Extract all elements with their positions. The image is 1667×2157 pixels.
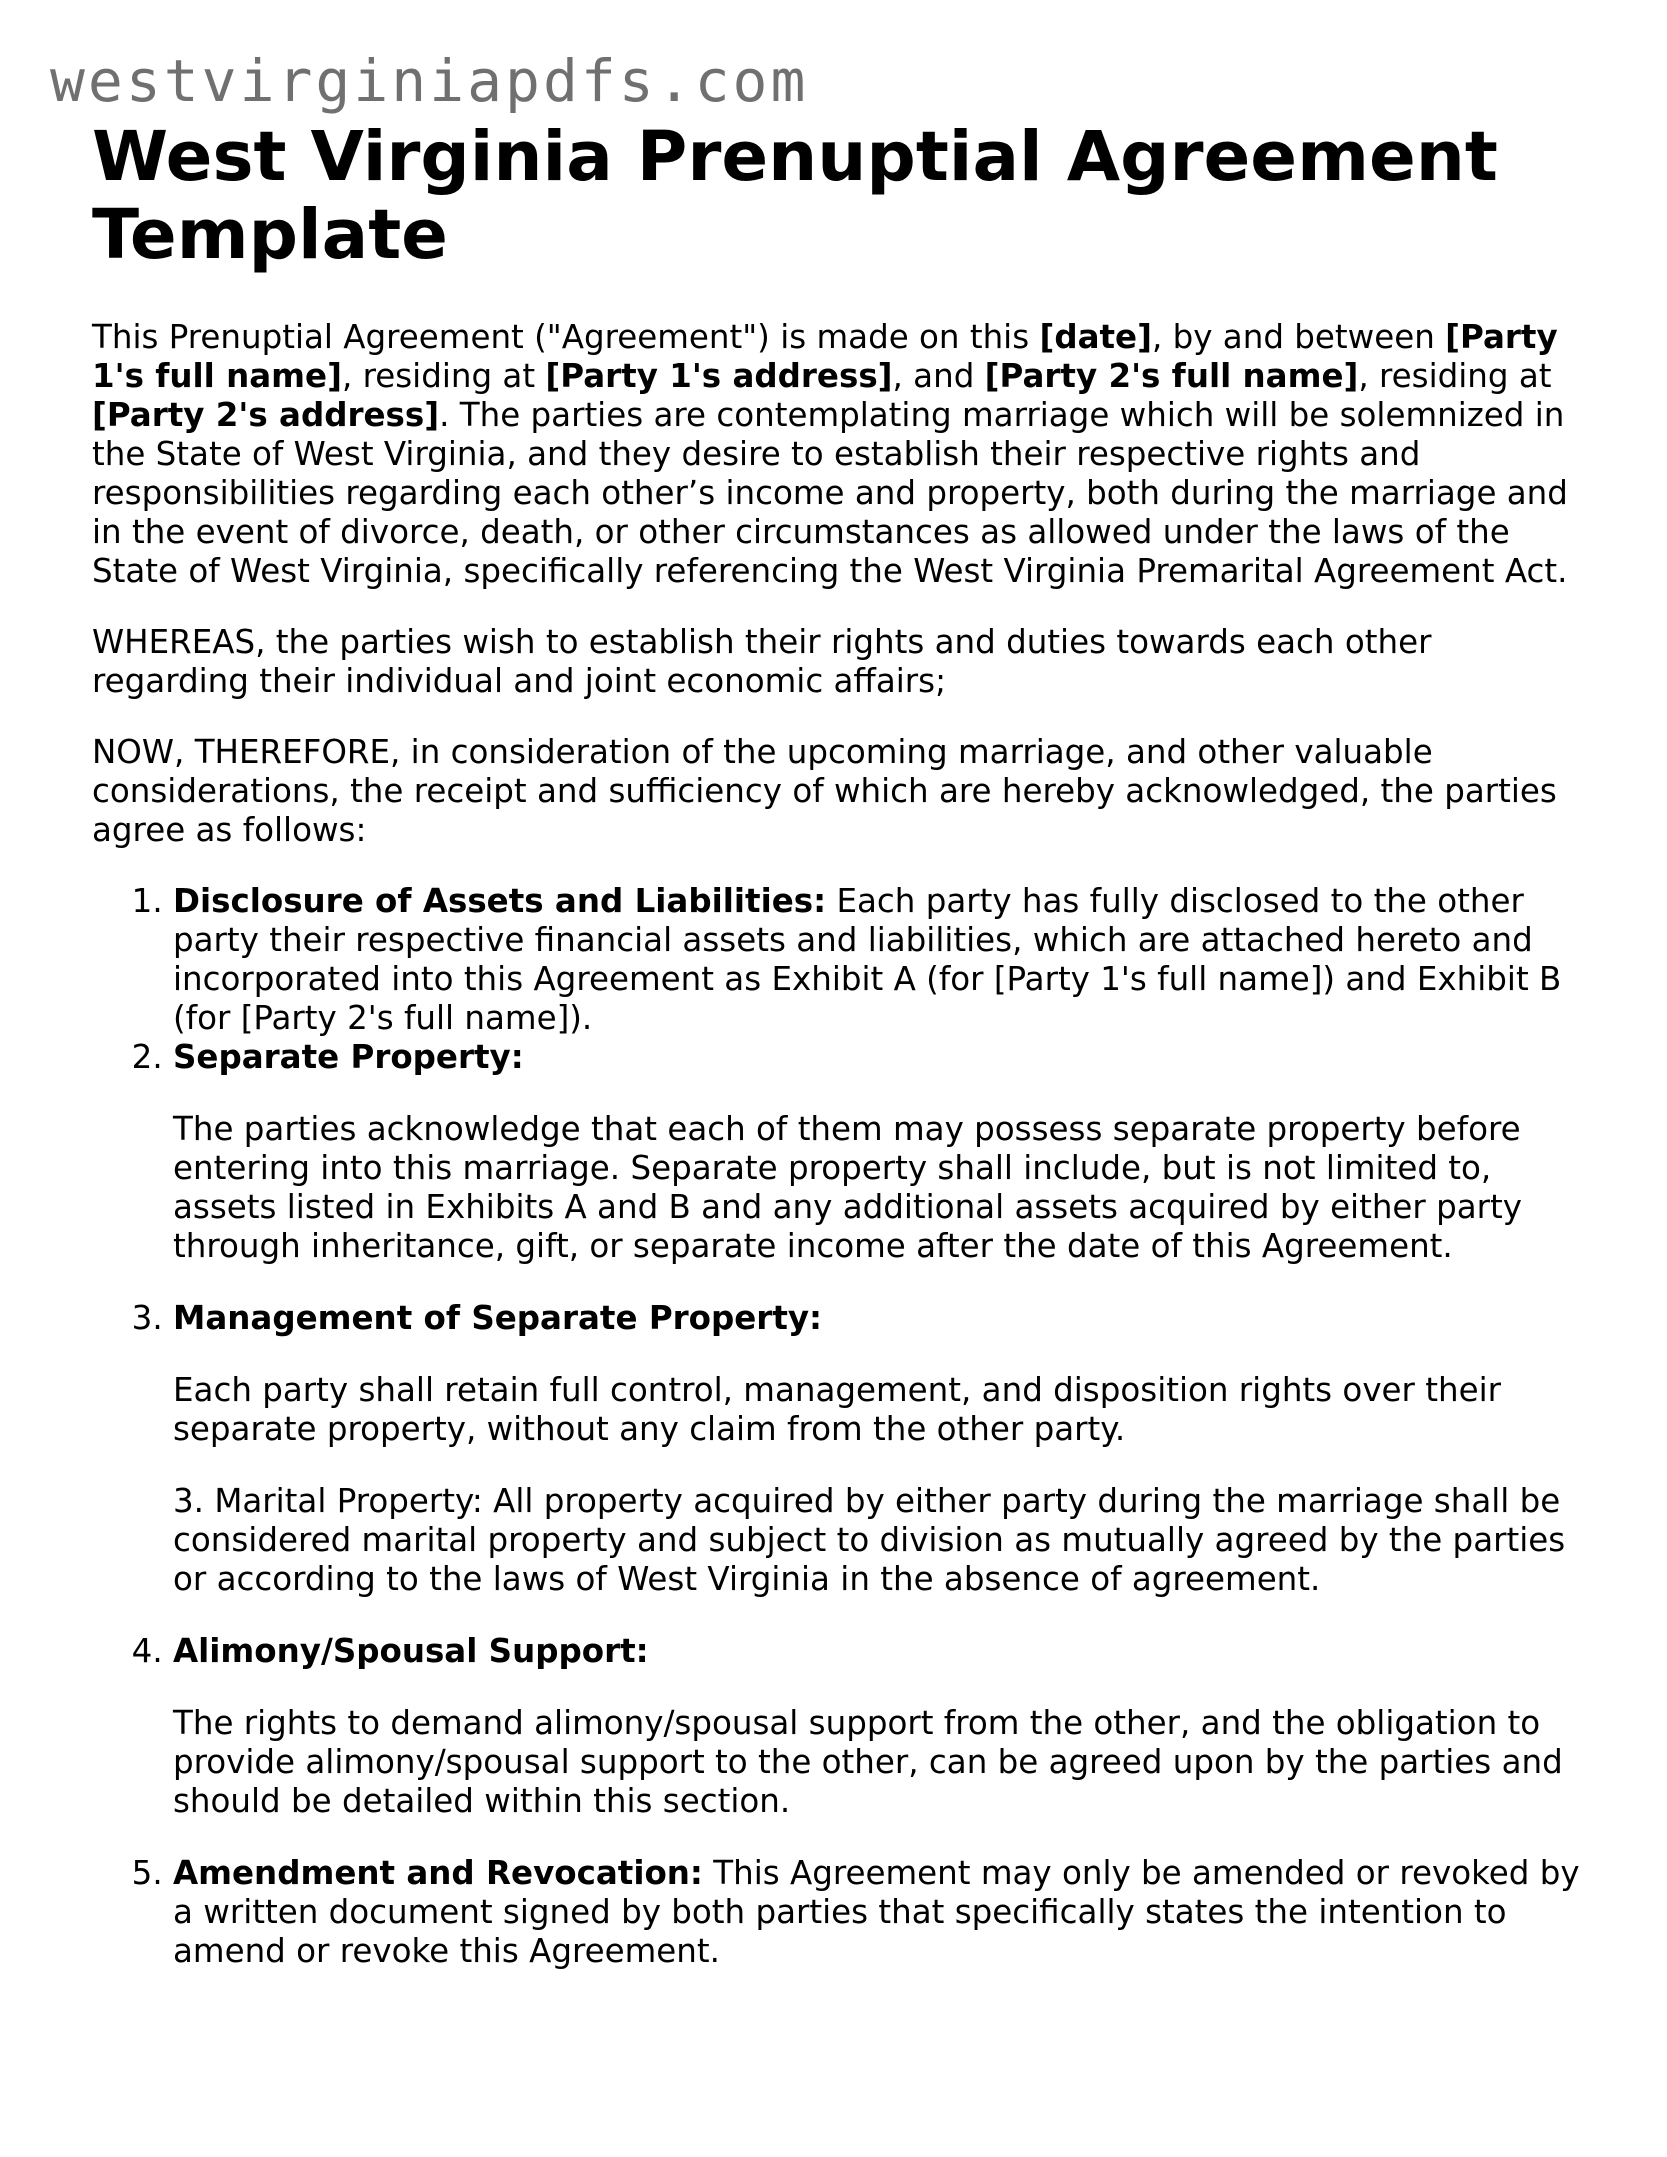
intro-text-6: . The parties are contemplating marriage which will be solemnized in the State of West Virginia, and they desire to establish their respective rights and responsibilities regarding each other’s income and property, both during the marriage and in the event of divorce, death, or other circumstances as allowed under the laws of the State of West Virginia, specifically referencing the West Virginia Premarital Agreement Act. <box>92 396 1568 590</box>
now-therefore-paragraph: NOW, THEREFORE, in consideration of the upcoming marriage, and other valuable considerations, the receipt and sufficiency of which are hereby acknowledged, the parties agree as follows: <box>92 733 1557 849</box>
section-4-heading: Alimony/Spousal Support: <box>173 1632 649 1670</box>
whereas-paragraph: WHEREAS, the parties wish to establish their rights and duties towards each other regarding their individual and joint economic affairs; <box>92 623 1432 700</box>
section-4-body: The rights to demand alimony/spousal support from the other, and the obligation to provide alimony/spousal support to the other, can be agreed upon by the parties and should be detailed within this section. <box>173 1704 1563 1820</box>
site-watermark: westvirginiapdfs.com <box>50 47 809 115</box>
intro-text-4: , and <box>892 357 985 395</box>
party1-name-placeholder: [Party 1's full name] <box>92 318 1558 395</box>
intro-text-1: This Prenuptial Agreement ("Agreement") is made on this <box>92 318 1040 356</box>
party2-address-placeholder: [Party 2's address] <box>92 396 440 434</box>
section-5-item <box>173 1854 1592 1971</box>
intro-text-2: , by and between <box>1151 318 1446 356</box>
section-3-item <box>173 1299 1592 1599</box>
section-5-text: This Agreement may only be amended or revoked by a written document signed by both parties that specifically states the intention to amend or revoke this Agreement. <box>173 1854 1580 1970</box>
section-3-marital-property: 3. Marital Property: All property acquired by either party during the marriage shall be considered marital property and subject to division as mutually agreed by the parties or according to the laws of West Virginia in the absence of agreement. <box>173 1482 1566 1598</box>
agreement-sections-list <box>92 882 1592 1971</box>
party2-name-placeholder: [Party 2's full name] <box>984 357 1359 395</box>
section-4-item <box>173 1632 1592 1821</box>
section-5-heading: Amendment and Revocation: <box>173 1854 703 1892</box>
party1-address-placeholder: [Party 1's address] <box>545 357 893 395</box>
section-1-text: Each party has fully disclosed to the other party their respective financial assets and liabilities, which are attached hereto and incorporated into this Agreement as Exhibit A (for [Party 1's full name]) and Exhibit B (for [Party 2's full name]). <box>173 882 1562 1037</box>
section-1-heading: Disclosure of Assets and Liabilities: <box>173 882 827 920</box>
section-2-body: The parties acknowledge that each of them may possess separate property before entering into this marriage. Separate property shall include, but is not limited to, assets listed in Exhibits A and B and any additional assets acquired by either party through inheritance, gift, or separate income after the date of this Agreement. <box>173 1110 1523 1265</box>
section-3-heading: Management of Separate Property: <box>173 1299 823 1337</box>
section-3-body: Each party shall retain full control, management, and disposition rights over their separate property, without any claim from the other party. <box>173 1371 1501 1448</box>
section-1-item <box>173 882 1592 1038</box>
document-body <box>92 318 1592 1971</box>
section-2-heading: Separate Property: <box>173 1038 524 1076</box>
date-placeholder: [date] <box>1039 318 1152 356</box>
intro-text-3: , residing at <box>341 357 546 395</box>
intro-text-5: , residing at <box>1358 357 1552 395</box>
document-title: West Virginia Prenuptial Agreement Template <box>92 117 1498 275</box>
intro-paragraph <box>92 318 1592 591</box>
section-2-item <box>173 1038 1592 1266</box>
